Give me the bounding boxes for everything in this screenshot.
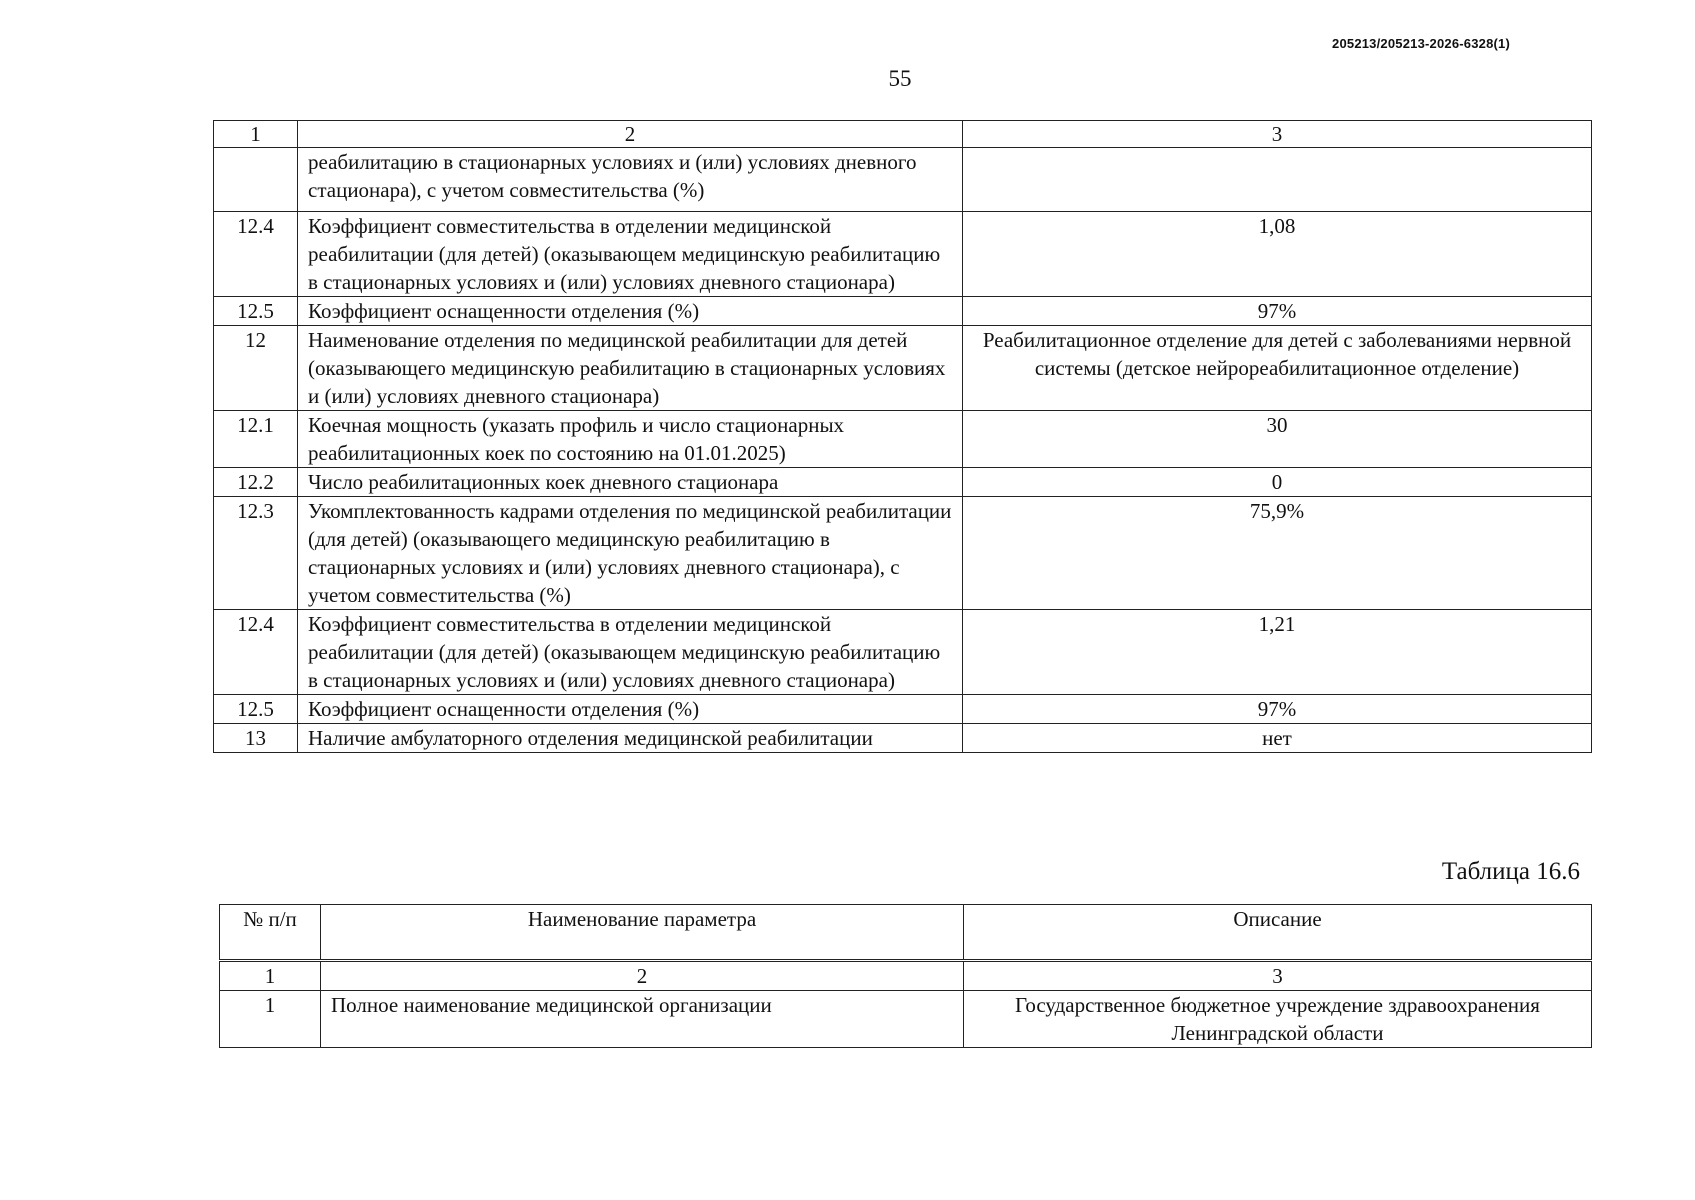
row-parameter: реабилитацию в стационарных условиях и (или) условиях дневного стационара), с учетом совместительства (%) <box>298 148 963 212</box>
row-number: 13 <box>214 724 298 753</box>
row-number: 12.5 <box>214 297 298 326</box>
table-row <box>214 695 1592 724</box>
column-number-row <box>220 961 1592 991</box>
parameters-table <box>213 120 1592 753</box>
row-number: 12 <box>214 326 298 411</box>
row-value: 97% <box>963 695 1592 724</box>
table-row <box>214 497 1592 610</box>
table-header-row <box>220 905 1592 961</box>
row-value <box>963 148 1592 212</box>
row-value: нет <box>963 724 1592 753</box>
document-id: 205213/205213-2026-6328(1) <box>1332 36 1510 51</box>
row-number: 12.4 <box>214 212 298 297</box>
table-row <box>214 411 1592 468</box>
row-parameter: Наличие амбулаторного отделения медицинской реабилитации <box>298 724 963 753</box>
row-parameter: Коэффициент оснащенности отделения (%) <box>298 297 963 326</box>
row-value: Реабилитационное отделение для детей с заболеваниями нервной системы (детское нейрореабилитационное отделение) <box>963 326 1592 411</box>
row-parameter: Полное наименование медицинской организации <box>321 991 964 1048</box>
column-number: 3 <box>964 961 1592 991</box>
row-value: Государственное бюджетное учреждение здравоохранения Ленинградской области <box>964 991 1592 1048</box>
row-parameter: Коечная мощность (указать профиль и число стационарных реабилитационных коек по состоянию на 01.01.2025) <box>298 411 963 468</box>
table-row <box>214 326 1592 411</box>
column-number: 1 <box>220 961 321 991</box>
table-row <box>214 212 1592 297</box>
table-row <box>214 724 1592 753</box>
row-number <box>214 148 298 212</box>
row-parameter: Коэффициент совместительства в отделении медицинской реабилитации (для детей) (оказывающем медицинскую реабилитацию в стационарных условиях и (или) условиях дневного стационара) <box>298 212 963 297</box>
column-number: 2 <box>321 961 964 991</box>
header-description: Описание <box>964 905 1592 961</box>
column-number: 1 <box>214 121 298 148</box>
row-value: 0 <box>963 468 1592 497</box>
table-row <box>214 297 1592 326</box>
column-number: 2 <box>298 121 963 148</box>
row-number: 1 <box>220 991 321 1048</box>
row-value: 30 <box>963 411 1592 468</box>
table-row <box>214 468 1592 497</box>
row-parameter: Коэффициент оснащенности отделения (%) <box>298 695 963 724</box>
row-value: 1,21 <box>963 610 1592 695</box>
page-number: 55 <box>888 66 912 91</box>
table-row <box>214 610 1592 695</box>
row-number: 12.1 <box>214 411 298 468</box>
row-number: 12.2 <box>214 468 298 497</box>
row-value: 1,08 <box>963 212 1592 297</box>
organization-table <box>219 904 1592 1048</box>
header-parameter: Наименование параметра <box>321 905 964 961</box>
row-parameter: Наименование отделения по медицинской реабилитации для детей (оказывающего медицинскую реабилитацию в стационарных условиях и (или) условиях дневного стационара) <box>298 326 963 411</box>
row-parameter: Число реабилитационных коек дневного стационара <box>298 468 963 497</box>
row-parameter: Укомплектованность кадрами отделения по медицинской реабилитации (для детей) (оказывающего медицинскую реабилитацию в стационарных условиях и (или) условиях дневного стационара), с учетом совместительства (%) <box>298 497 963 610</box>
row-number: 12.5 <box>214 695 298 724</box>
row-parameter: Коэффициент совместительства в отделении медицинской реабилитации (для детей) (оказывающем медицинскую реабилитацию в стационарных условиях и (или) условиях дневного стационара) <box>298 610 963 695</box>
column-number: 3 <box>963 121 1592 148</box>
table-row <box>214 148 1592 212</box>
row-number: 12.3 <box>214 497 298 610</box>
row-value: 97% <box>963 297 1592 326</box>
row-value: 75,9% <box>963 497 1592 610</box>
table-row <box>220 991 1592 1048</box>
row-number: 12.4 <box>214 610 298 695</box>
table-caption: Таблица 16.6 <box>1441 858 1580 885</box>
column-number-row <box>214 121 1592 148</box>
header-number: № п/п <box>220 905 321 961</box>
